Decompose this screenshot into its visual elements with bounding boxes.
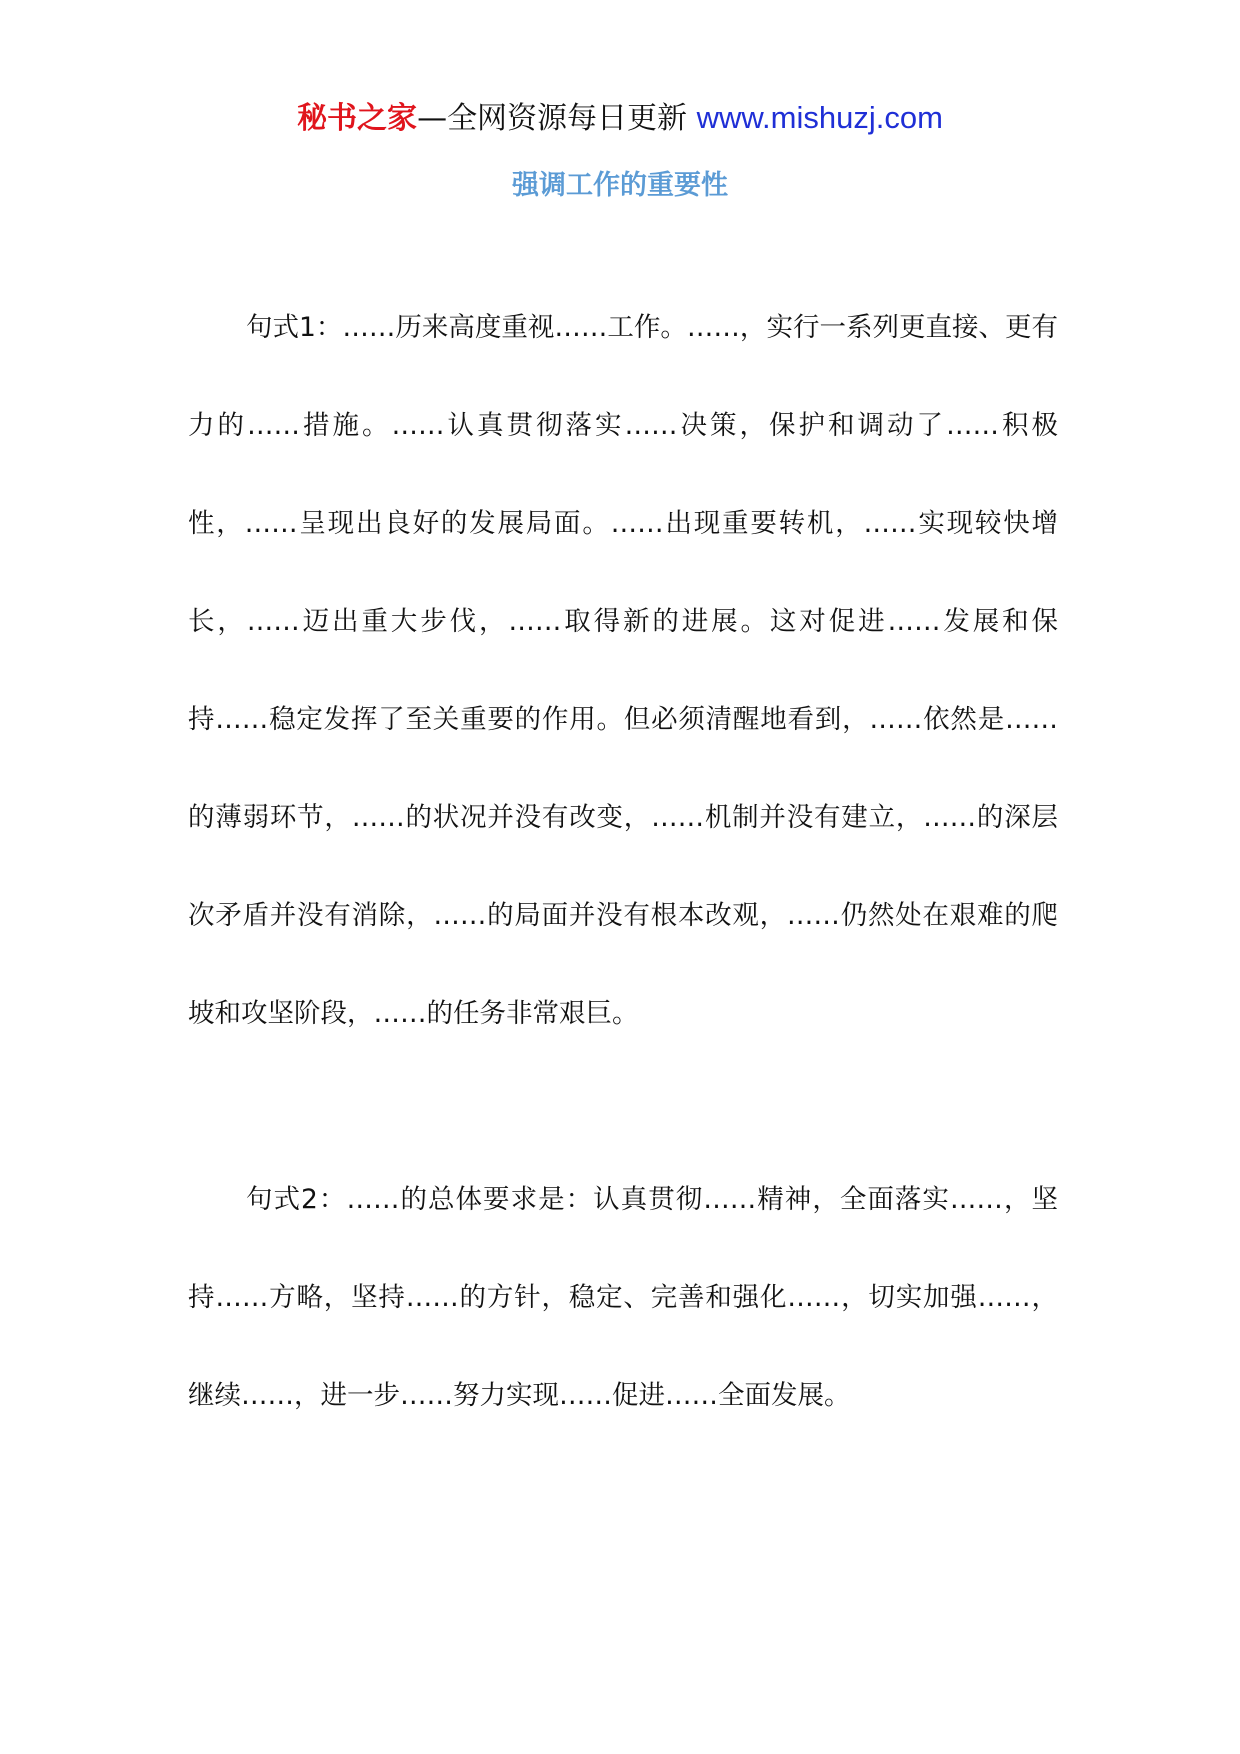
site-slogan: —全网资源每日更新	[417, 101, 697, 136]
document-title: 强调工作的重要性	[512, 170, 728, 201]
paragraph-sentence-pattern-1: 句式1：……历来高度重视……工作。……，实行一系列更直接、更有力的……措施。……认真贯彻落实……决策，保护和调动了……积极性，……呈现出良好的发展局面。……出现重要转机，……实现较快增长，……迈出重大步伐，……取得新的进展。这对促进……发展和保持……稳定发挥了至关重要的作用。但必须清醒地看到，……依然是……的薄弱环节，……的状况并没有改变，……机制并没有建立，……的深层次矛盾并没有消除，……的局面并没有根本改观，……仍然处在艰难的爬坡和攻坚阶段，……的任务非常艰巨。	[188, 312, 1058, 1029]
site-url-link[interactable]: www.mishuzj.com	[696, 100, 943, 135]
paragraph-sentence-pattern-2: 句式2：……的总体要求是：认真贯彻……精神，全面落实……，坚持……方略，坚持……的方针，稳定、完善和强化……，切实加强……，继续……，进一步……努力实现……促进……全面发展。	[188, 1184, 1058, 1411]
brand-name: 秘书之家	[297, 101, 418, 136]
site-header	[0, 98, 1240, 139]
